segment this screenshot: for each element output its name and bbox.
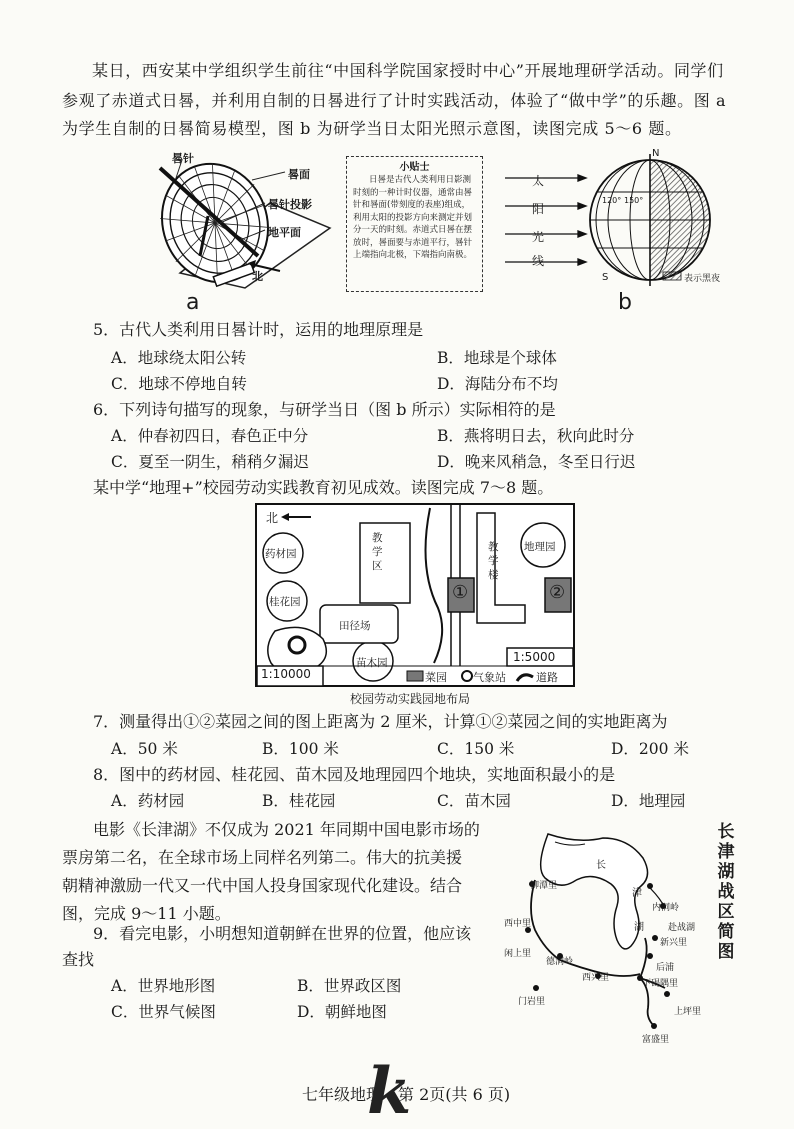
label-teaching-zone: 教学区 — [372, 532, 383, 572]
south-pole-label: S — [602, 272, 609, 283]
footer-subject: 七年级地理 — [302, 1085, 383, 1104]
q6-option-d: D．晚来风稍急，冬至日行迟 — [437, 453, 636, 471]
q5-option-a: A．地球绕太阳公转 — [111, 349, 247, 367]
label-ground: 地平面 — [268, 226, 301, 239]
place-xizhongli: 西中里 — [504, 919, 532, 929]
question-9-stem-1: 9．看完电影，小明想知道朝鲜在世界的位置，他应该 — [93, 924, 472, 943]
q5-option-c: C．地球不停地自转 — [111, 375, 247, 393]
north-pole-label: N — [652, 148, 660, 159]
sun-char-4: 线 — [532, 254, 545, 268]
label-geo-garden: 地理园 — [524, 541, 556, 553]
q8-option-d: D．地理园 — [611, 792, 686, 810]
legend-veg-icon — [407, 671, 423, 681]
campus-north-label: 北 — [266, 511, 279, 525]
legend-veg-label: 菜园 — [425, 671, 447, 684]
q7-option-d: D．200 米 — [611, 740, 689, 758]
label-nursery: 苗木园 — [356, 657, 388, 669]
q8-option-c: C．苗木园 — [437, 792, 511, 810]
sun-char-3: 光 — [532, 230, 545, 244]
label-teaching-building: 教学楼 — [488, 541, 499, 581]
q7-option-a: A．50 米 — [111, 740, 178, 758]
section-2-intro: 某中学“地理+”校园劳动实践教育初见成效。读图完成 7～8 题。 — [93, 478, 554, 497]
question-9-stem-2: 查找 — [62, 950, 95, 969]
place-xixingli: 西兴里 — [582, 973, 610, 983]
place-xinxingli: 新兴里 — [660, 938, 688, 948]
place-shangpingli: 上坪里 — [674, 1007, 702, 1017]
intro-line-1: 某日，西安某中学组织学生前往“中国科学院国家授时中心”开展地理研学活动。同学们 — [92, 61, 724, 80]
section-3-line-2: 票房第二名，在全球市场上同样名列第二。伟大的抗美援 — [62, 848, 463, 867]
q6-option-c: C．夏至一阴生，稍稍夕漏迟 — [111, 453, 309, 471]
legend-weather-label: 气象站 — [473, 671, 506, 684]
label-north-a: 北 — [252, 270, 263, 283]
place-menyanli: 门岩里 — [518, 997, 546, 1007]
lake-char-3: 湖 — [634, 922, 644, 933]
lake-char-1: 长 — [596, 860, 606, 871]
angle-120: 120° — [602, 196, 622, 205]
footer-page: 第 2页(共 6 页) — [398, 1085, 511, 1104]
place-xianshangli: 闲上里 — [504, 949, 532, 959]
scale-left: 1:10000 — [261, 667, 311, 681]
q8-option-b: B．桂花园 — [262, 792, 336, 810]
label-medicine: 药材园 — [265, 548, 297, 560]
sun-rays — [505, 175, 586, 265]
tip-title: 小贴士 — [399, 162, 430, 173]
q9-option-d: D．朝鲜地图 — [297, 1003, 387, 1021]
q9-option-b: B．世界政区图 — [297, 977, 402, 995]
place-houpu: 后浦 — [656, 963, 675, 973]
place-fuzhanhu: 赴战湖 — [668, 923, 696, 933]
intro-line-3: 为学生自制的日晷简易模型，图 b 为研学当日太阳光照示意图，读图完成 5～6 题。 — [62, 119, 682, 138]
sun-char-1: 太 — [532, 174, 545, 188]
question-5-stem: 5．古代人类利用日晷计时，运用的地理原理是 — [93, 320, 424, 339]
plot-2-label: ② — [549, 582, 566, 603]
label-gnomon: 晷针 — [172, 152, 194, 165]
label-track: 田径场 — [339, 620, 371, 632]
lake-char-2: 津 — [632, 888, 642, 899]
figure-b-caption: b — [618, 290, 632, 315]
label-shadow: 晷针投影 — [268, 198, 312, 211]
intro-line-2: 参观了赤道式日晷，并利用自制的日晷进行了计时实践活动，体验了“做中学”的乐趣。图 a — [62, 91, 727, 110]
tip-body: 日晷是古代人类利用日影测时刻的一种计时仪器，通常由晷针和晷面(带刻度的表座)组成，利用太阳的投影方向来测定并划分一天的时刻。赤道式日晷在摆放时，晷面要与赤道平行，晷针上端指向北极，下端指向南极。 — [353, 175, 473, 260]
question-7-stem: 7．测量得出①②菜园之间的图上距离为 2 厘米，计算①②菜园之间的实地距离为 — [93, 712, 668, 731]
q9-option-c: C．世界气候图 — [111, 1003, 216, 1021]
question-8-stem: 8．图中的药材园、桂花园、苗木园及地理园四个地块，实地面积最小的是 — [93, 765, 616, 784]
campus-map-title: 校园劳动实践园地布局 — [350, 692, 471, 706]
figure-a-caption: a — [186, 290, 200, 315]
q8-option-a: A．药材园 — [111, 792, 185, 810]
q7-option-c: C．150 米 — [437, 740, 515, 758]
q5-option-b: B．地球是个球体 — [437, 349, 557, 367]
scale-right: 1:5000 — [513, 650, 556, 664]
place-xiajieyuli: 下碣隅里 — [642, 979, 679, 989]
question-6-stem: 6．下列诗句描写的现象，与研学当日（图 b 所示）实际相符的是 — [93, 400, 556, 419]
section-3-line-3: 朝精神激励一代又一代中国人投身国家现代化建设。结合 — [62, 876, 463, 895]
section-3-line-4: 图，完成 9～11 小题。 — [62, 904, 231, 923]
q9-option-a: A．世界地形图 — [111, 977, 216, 995]
legend-road-label: 道路 — [536, 671, 558, 684]
tip-box — [346, 156, 483, 292]
place-dedongling: 德洞岭 — [546, 957, 574, 967]
q6-option-a: A．仲春初四日，春色正中分 — [111, 427, 309, 445]
plot-1-label: ① — [452, 582, 469, 603]
logo-k-mark: k — [367, 1054, 412, 1129]
lake-map-title: 长津湖战区简图 — [717, 822, 735, 962]
angle-150: 150° — [624, 196, 644, 205]
place-neidongling: 内洞岭 — [652, 903, 680, 913]
section-3-line-1: 电影《长津湖》不仅成为 2021 年同期中国电影市场的 — [93, 820, 480, 839]
q7-option-b: B．100 米 — [262, 740, 339, 758]
sun-char-2: 阳 — [532, 202, 545, 216]
label-osmanthus: 桂花园 — [269, 596, 301, 608]
label-dial-face: 晷面 — [288, 168, 310, 181]
place-fushengli: 富盛里 — [642, 1035, 670, 1045]
place-liutanli: 柳潭里 — [530, 881, 558, 891]
night-legend-label: 表示黑夜 — [684, 274, 721, 284]
sundial-figure — [140, 148, 340, 298]
q5-option-d: D．海陆分布不均 — [437, 375, 558, 393]
q6-option-b: B．燕将明日去，秋向此时分 — [437, 427, 635, 445]
